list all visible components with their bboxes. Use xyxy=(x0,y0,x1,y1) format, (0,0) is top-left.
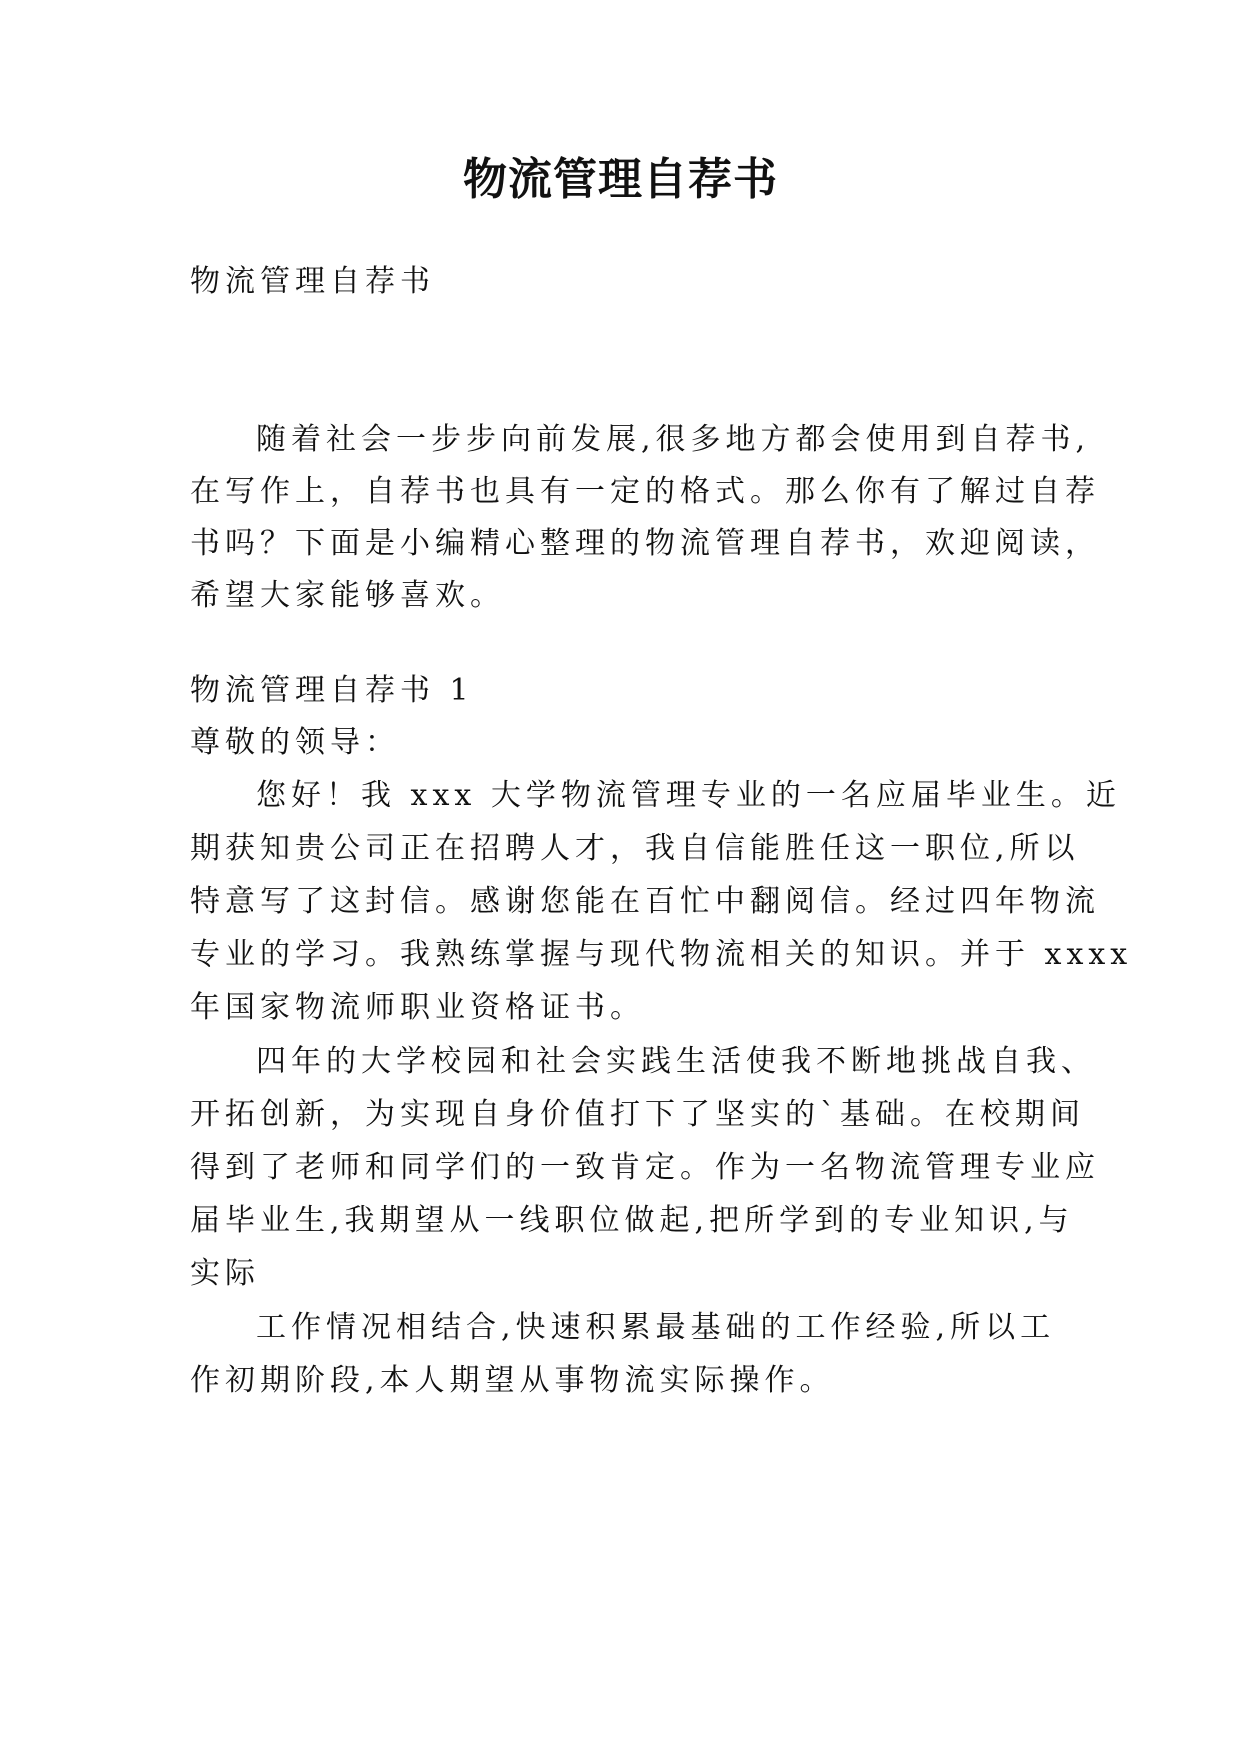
paragraph-line: 期获知贵公司正在招聘人才，我自信能胜任这一职位,所以 xyxy=(190,831,1080,866)
paragraph-line: 届毕业生,我期望从一线职位做起,把所学到的专业知识,与 xyxy=(190,1203,1074,1238)
document-subtitle: 物流管理自荐书 xyxy=(190,264,435,299)
paragraph-line: 专业的学习。我熟练掌握与现代物流相关的知识。并于 xxxx xyxy=(190,937,1133,972)
paragraph-line: 特意写了这封信。感谢您能在百忙中翻阅信。经过四年物流 xyxy=(190,884,1100,919)
paragraph-line: 得到了老师和同学们的一致肯定。作为一名物流管理专业应 xyxy=(190,1150,1100,1185)
paragraph-line: 开拓创新，为实现自身价值打下了坚实的`基础。在校期间 xyxy=(190,1097,1085,1132)
paragraph-line: 四年的大学校园和社会实践生活使我不断地挑战自我、 xyxy=(256,1044,1096,1079)
intro-line: 在写作上，自荐书也具有一定的格式。那么你有了解过自荐 xyxy=(190,474,1100,509)
intro-line: 书吗？下面是小编精心整理的物流管理自荐书，欢迎阅读， xyxy=(190,526,1100,561)
paragraph-line: 年国家物流师职业资格证书。 xyxy=(190,990,645,1025)
section-heading: 物流管理自荐书 1 xyxy=(190,673,474,708)
paragraph-line: 工作情况相结合,快速积累最基础的工作经验,所以工 xyxy=(256,1310,1056,1345)
intro-line: 随着社会一步步向前发展,很多地方都会使用到自荐书, xyxy=(256,422,1091,457)
paragraph-line: 实际 xyxy=(190,1256,260,1291)
paragraph-line: 您好！我 xxx 大学物流管理专业的一名应届毕业生。近 xyxy=(256,778,1121,813)
intro-line: 希望大家能够喜欢。 xyxy=(190,578,505,613)
document-title: 物流管理自荐书 xyxy=(463,154,778,205)
paragraph-line: 作初期阶段,本人期望从事物流实际操作。 xyxy=(190,1363,835,1398)
salutation: 尊敬的领导： xyxy=(190,725,400,760)
